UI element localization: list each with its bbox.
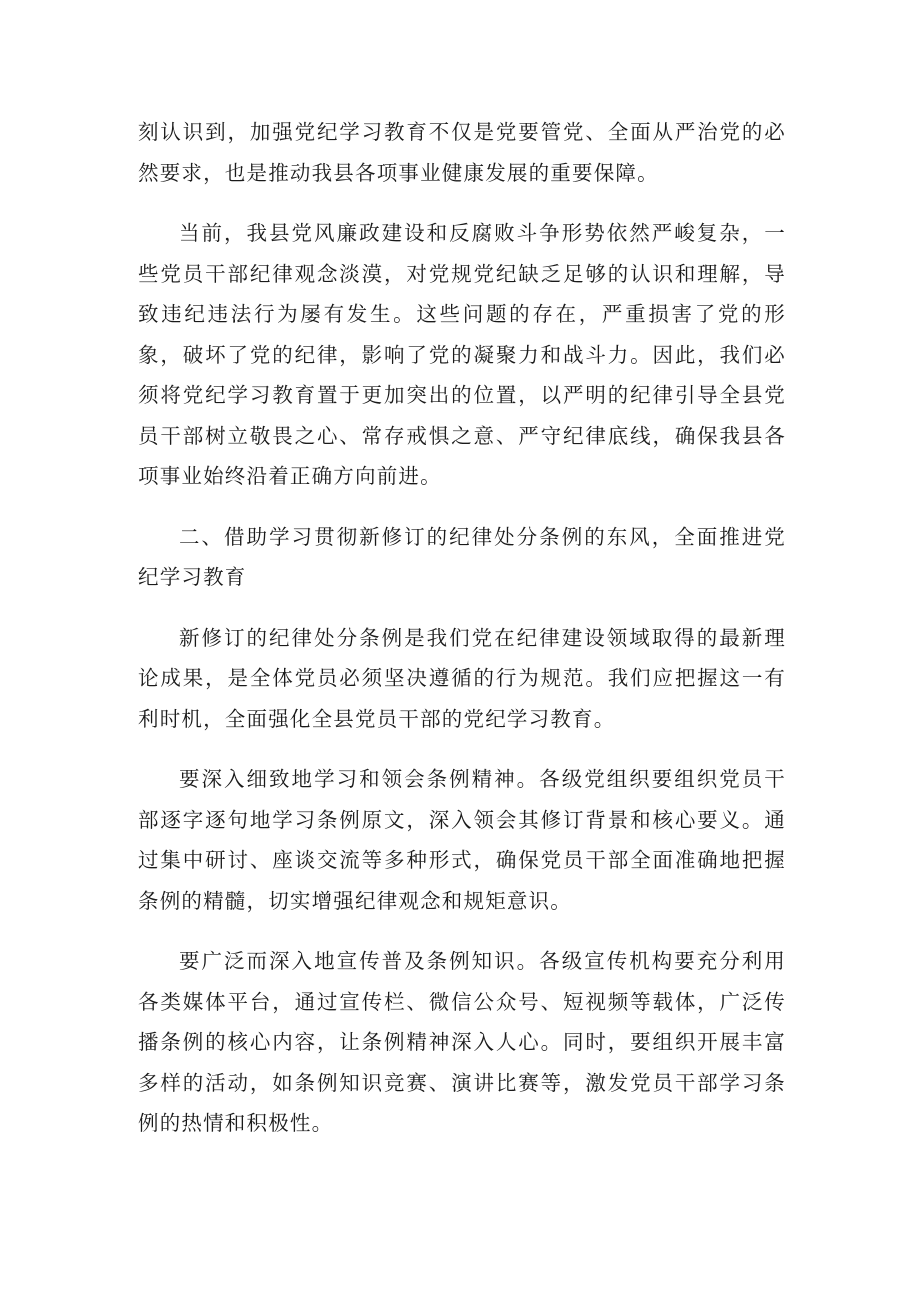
section-heading-two: 二、借助学习贯彻新修订的纪律处分条例的东风，全面推进党纪学习教育 [138,524,786,589]
paragraph-new-regulation: 新修订的纪律处分条例是我们党在纪律建设领域取得的最新理论成果，是全体党员必须坚决遵循的行为规范。我们应把握这一有利时机，全面强化全县党员干部的党纪学习教育。 [138,625,786,731]
paragraph-publicity: 要广泛而深入地宣传普及条例知识。各级宣传机构要充分利用各类媒体平台，通过宣传栏、微信公众号、短视频等载体，广泛传播条例的核心内容，让条例精神深入人心。同时，要组织开展丰富多样的活动，如条例知识竞赛、演讲比赛等，激发党员干部学习条例的热情和积极性。 [138,949,786,1135]
paragraph-current-situation: 当前，我县党风廉政建设和反腐败斗争形势依然严峻复杂，一些党员干部纪律观念淡漠，对党规党纪缺乏足够的认识和理解，导致违纪违法行为屡有发生。这些问题的存在，严重损害了党的形象，破坏了党的纪律，影响了党的凝聚力和战斗力。因此，我们必须将党纪学习教育置于更加突出的位置，以严明的纪律引导全县党员干部树立敬畏之心、常存戒惧之意、严守纪律底线，确保我县各项事业始终沿着正确方向前进。 [138,221,786,488]
document-body [138,112,786,1164]
paragraph-continuation: 刻认识到，加强党纪学习教育不仅是党要管党、全面从严治党的必然要求，也是推动我县各项事业健康发展的重要保障。 [138,120,786,185]
paragraph-deep-study: 要深入细致地学习和领会条例精神。各级党组织要组织党员干部逐字逐句地学习条例原文，深入领会其修订背景和核心要义。通过集中研讨、座谈交流等多种形式，确保党员干部全面准确地把握条例的精髓，切实增强纪律观念和规矩意识。 [138,767,786,913]
